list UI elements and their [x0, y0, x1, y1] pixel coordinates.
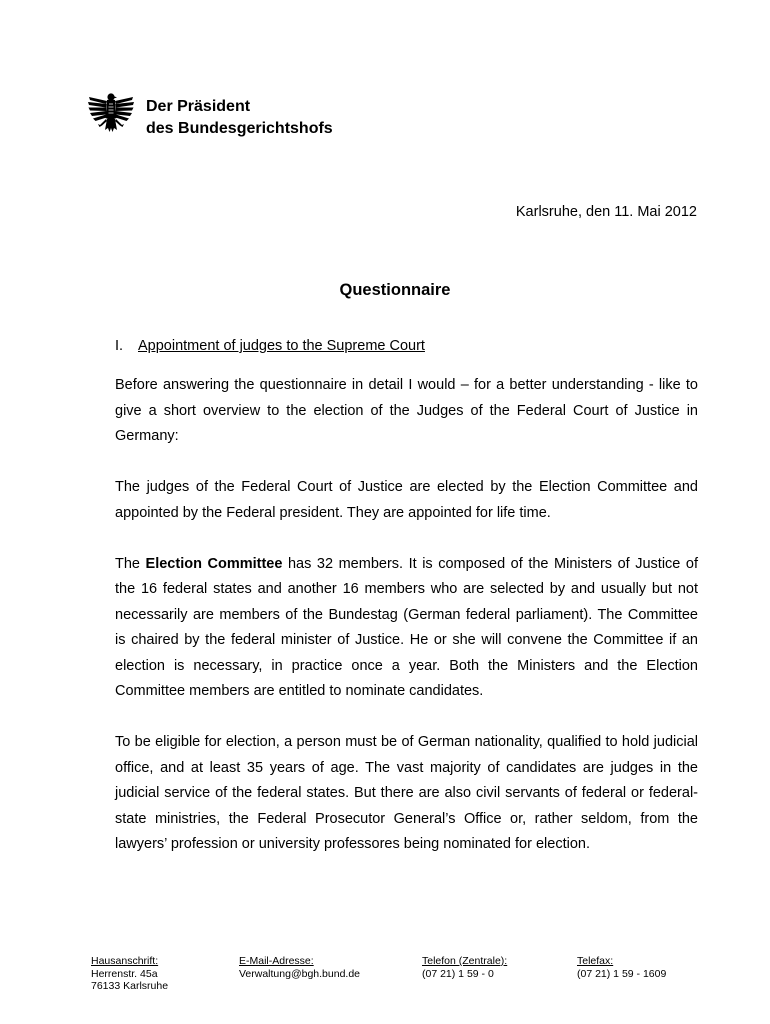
footer-fax: [577, 955, 666, 980]
sender-block: [146, 96, 333, 140]
sender-institution: des Bundesgerichtshofs: [146, 120, 333, 137]
paragraph-election: The judges of the Federal Court of Justice are elected by the Election Committee and appointed by the Federal president. They are appointed for life time.: [115, 479, 698, 521]
paragraph-eligibility: To be eligible for election, a person must be of German nationality, qualified to hold judicial office, and at least 35 years of age. The vast majority of candidates are judges in the judicial service of the federal states. But there are also civil servants of federal or federal-state ministries, the Federal Prosecutor General’s Office or, rather seldom, from the lawyers’ profession or university professores being nominated for election.: [115, 734, 698, 852]
footer-email: [239, 955, 360, 980]
section-title: Appointment of judges to the Supreme Court: [138, 338, 425, 354]
footer-phone-value: (07 21) 1 59 - 0: [422, 967, 494, 980]
paragraph-committee-text: has 32 members. It is composed of the Ministers of Justice of the 16 federal states and another 16 members who are selected by and usually but not necessarily are members of the Bundestag (German federal parliament). The Committee is chaired by the federal minister of Justice. He or she will convene the Committee if an election is necessary, in practice once a year. Both the Ministers and the Election Committee members are entitled to nominate candidates.: [115, 555, 699, 699]
paragraph-committee: [115, 552, 698, 705]
federal-eagle-icon: [86, 88, 136, 138]
footer-address-label: Hausanschrift:: [91, 955, 159, 967]
footer-fax-label: Telefax:: [577, 955, 614, 967]
section-number: I.: [115, 338, 124, 354]
footer-fax-value: (07 21) 1 59 - 1609: [577, 967, 667, 980]
footer-email-value: Verwaltung@bgh.bund.de: [239, 967, 361, 980]
paragraph-intro: Before answering the questionnaire in detail I would – for a better understanding - like to give a short overview to the election of the Judges of the Federal Court of Justice in Germany:: [115, 377, 698, 444]
footer-email-label: E-Mail-Adresse:: [239, 955, 314, 967]
footer-address: [91, 955, 168, 993]
sender-title: Der Präsident: [146, 98, 251, 115]
letter-date: Karlsruhe, den 11. Mai 2012: [515, 204, 697, 220]
letter-body: [115, 373, 698, 883]
election-committee-term: Election Committee: [145, 555, 283, 572]
paragraph-committee-prefix: The: [115, 555, 146, 572]
document-title: Questionnaire: [339, 281, 451, 299]
section-heading: [115, 338, 425, 354]
footer-phone-label: Telefon (Zentrale):: [422, 955, 508, 967]
footer-phone: [422, 955, 507, 980]
footer-address-city: 76133 Karlsruhe: [91, 980, 169, 992]
footer-address-street: Herrenstr. 45a: [91, 967, 158, 980]
